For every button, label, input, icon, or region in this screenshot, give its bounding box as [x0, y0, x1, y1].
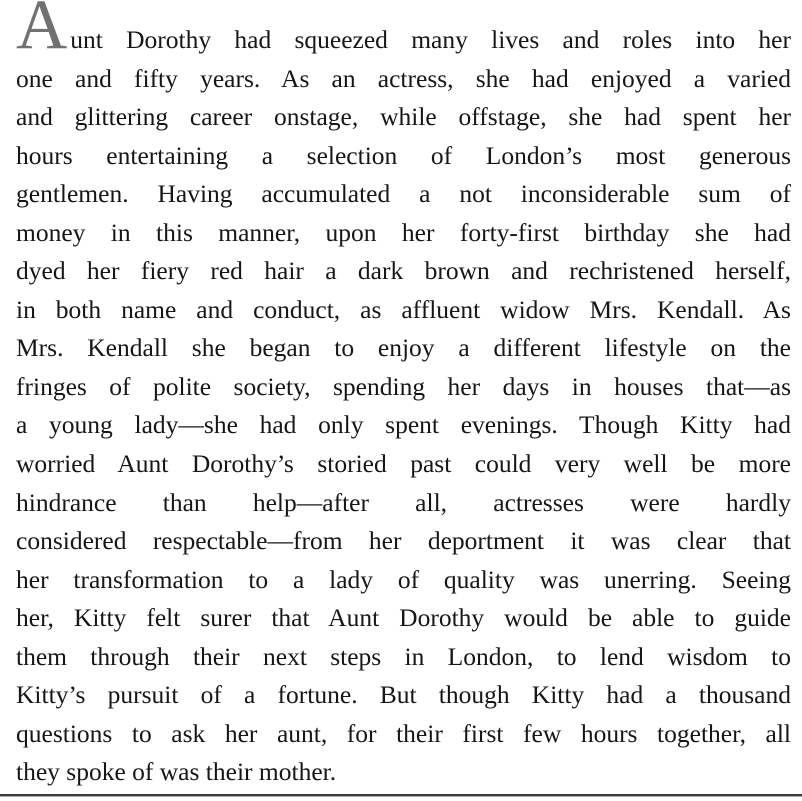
drop-cap: A [16, 0, 68, 64]
text-line: hindrance than help—after all, actresses were hardly [16, 487, 791, 517]
text-line: and glittering career onstage, while offstage, she had spent her [16, 102, 791, 132]
text-line: fringes of polite society, spending her days in houses that—as [16, 371, 791, 401]
text-line: hours entertaining a selection of London’s most generous [16, 140, 791, 170]
page-bottom-divider-shadow [0, 796, 802, 797]
text-line: them through their next steps in London, to lend wisdom to [16, 641, 791, 671]
text-line: they spoke of was their mother. [16, 757, 337, 787]
text-line: questions to ask her aunt, for their first few hours together, all [16, 718, 791, 748]
text-line: in both name and conduct, as affluent widow Mrs. Kendall. As [16, 294, 791, 324]
text-line: her, Kitty felt surer that Aunt Dorothy would be able to guide [16, 603, 791, 633]
text-line-content: unt Dorothy had squeezed many lives and roles into her [70, 25, 791, 54]
text-line: Mrs. Kendall she began to enjoy a different lifestyle on the [16, 333, 791, 363]
text-line: Kitty’s pursuit of a fortune. But though Kitty had a thousand [16, 680, 791, 710]
text-line: gentlemen. Having accumulated a not inconsiderable sum of [16, 179, 791, 209]
text-line: one and fifty years. As an actress, she had enjoyed a varied [16, 63, 791, 93]
text-line: her transformation to a lady of quality was unerring. Seeing [16, 564, 791, 594]
paragraph [16, 0, 791, 792]
text-line: worried Aunt Dorothy’s storied past could very well be more [16, 449, 791, 479]
text-line: dyed her fiery red hair a dark brown and rechristened herself, [16, 256, 791, 286]
text-line: money in this manner, upon her forty-first birthday she had [16, 217, 791, 247]
text-line [16, 0, 791, 64]
text-line: considered respectable—from her deportment it was clear that [16, 526, 791, 556]
text-line: a young lady—she had only spent evenings. Though Kitty had [16, 410, 791, 440]
